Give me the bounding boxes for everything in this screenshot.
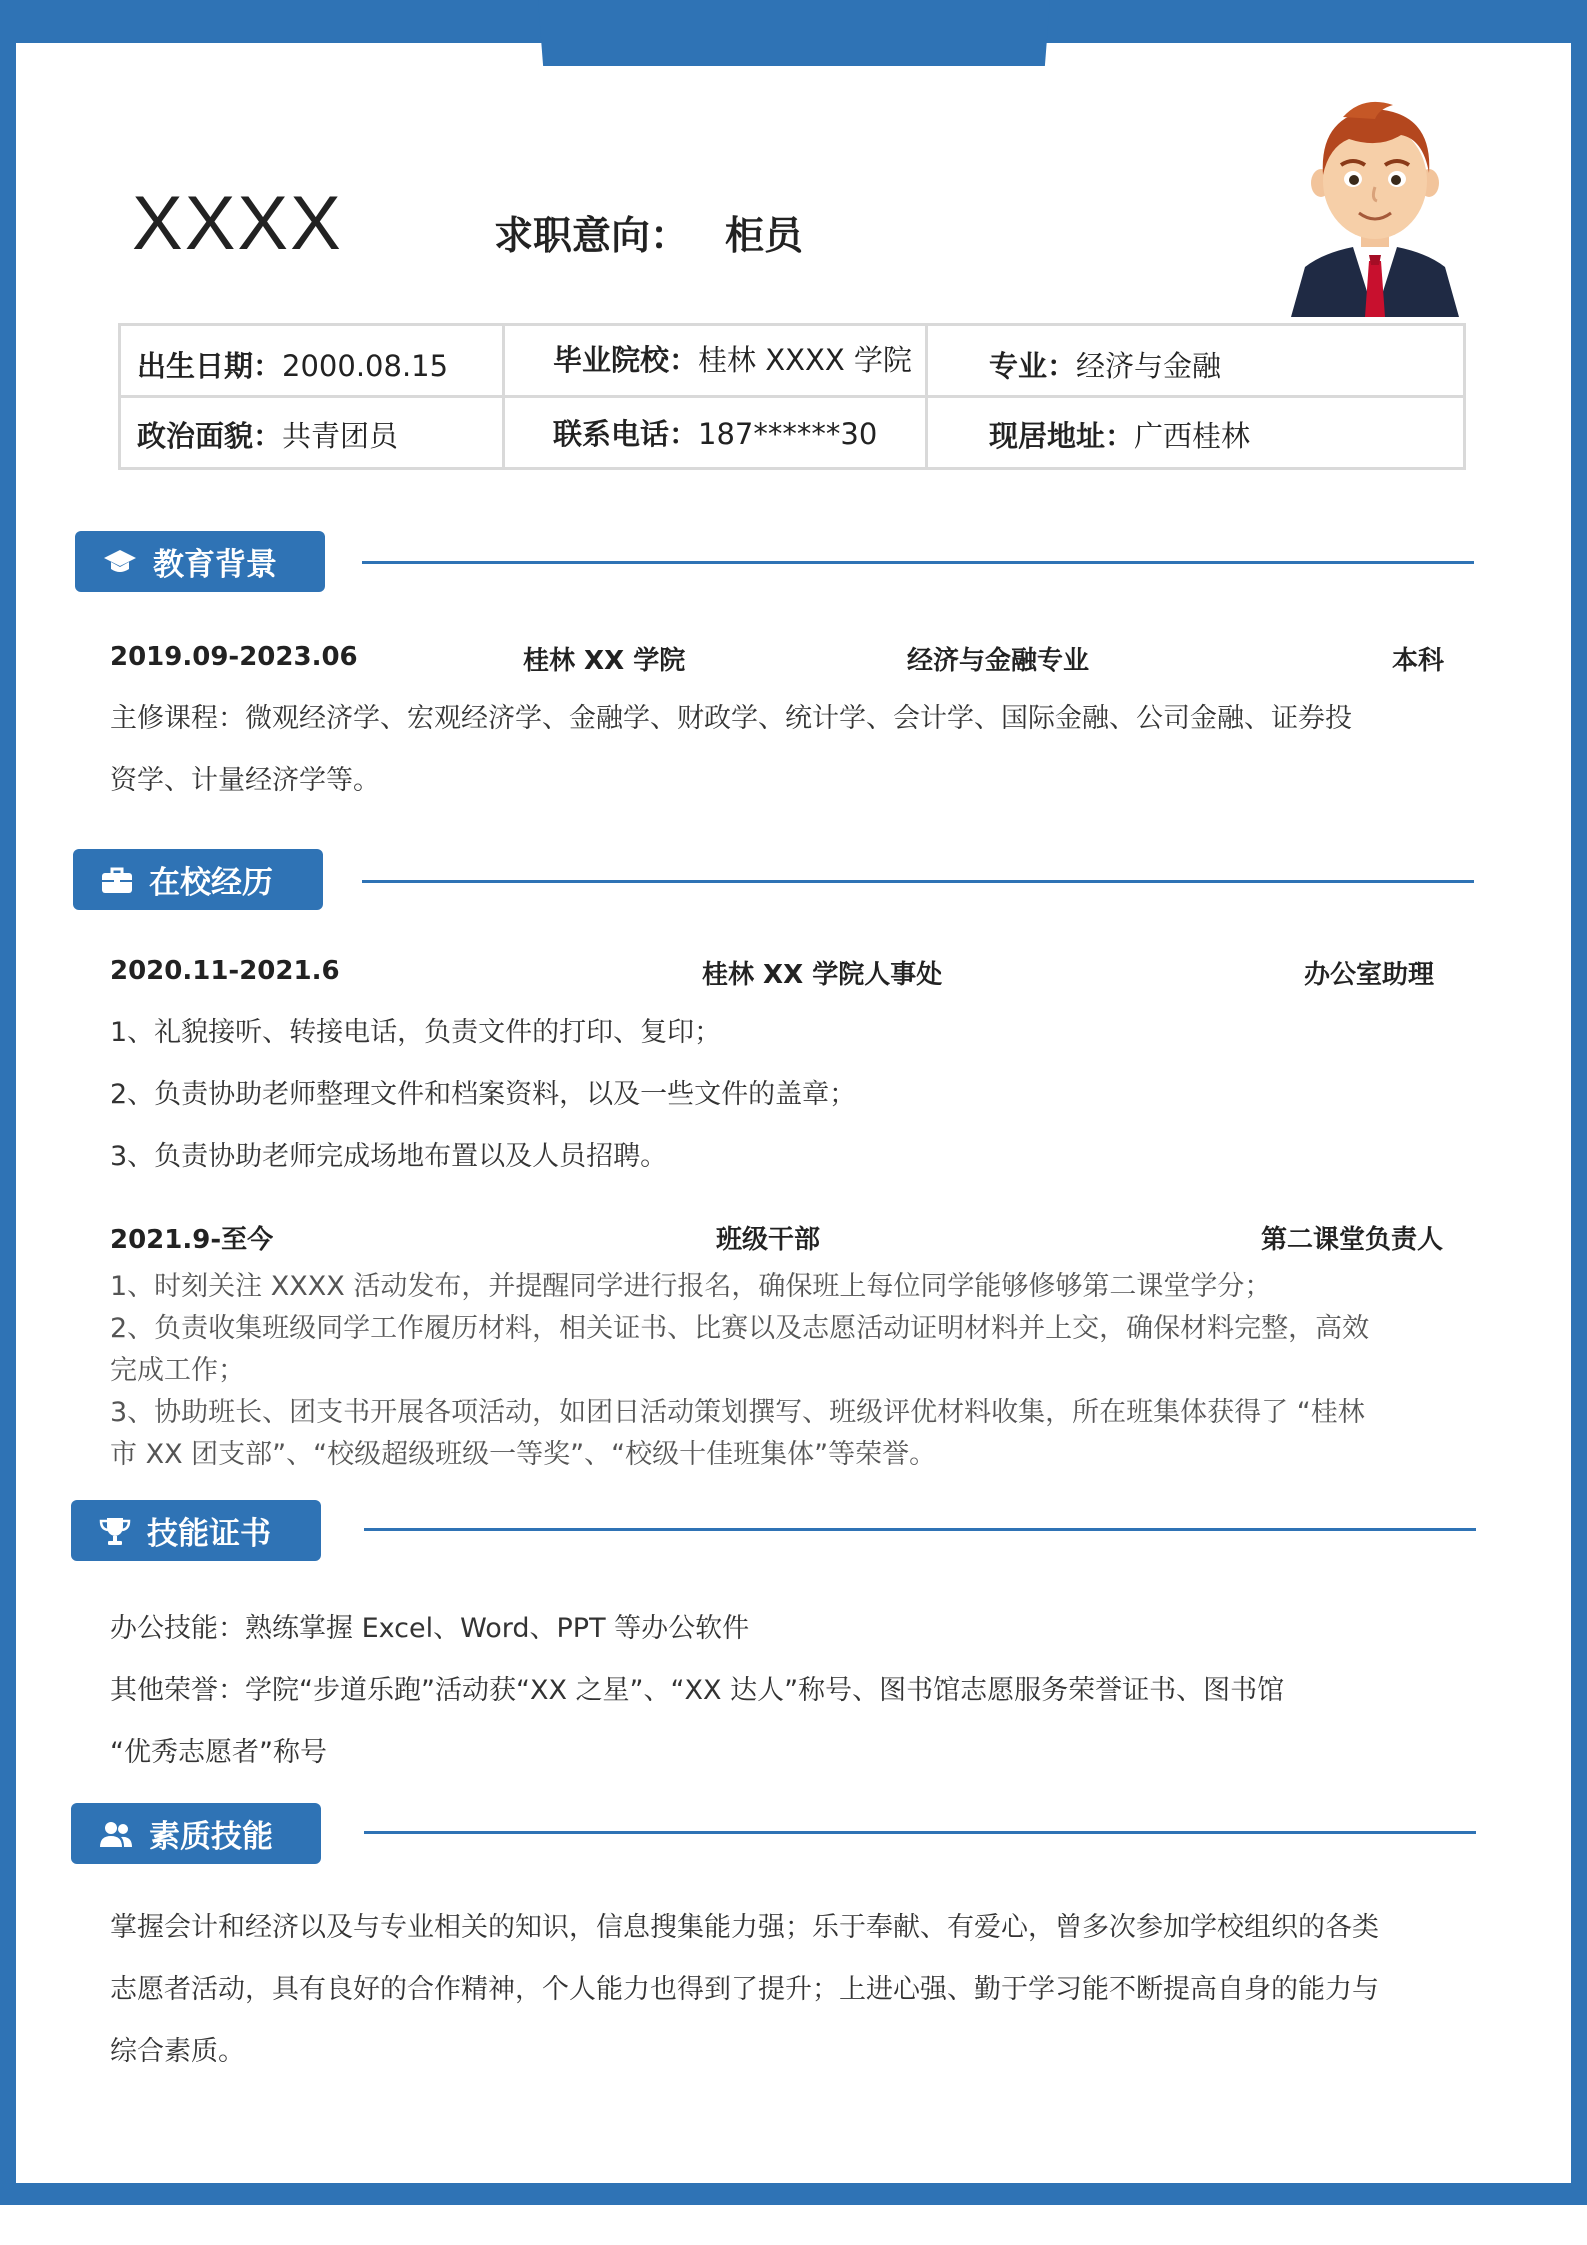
job1-role: 办公室助理 — [1304, 960, 1435, 990]
briefcase-icon — [101, 866, 133, 894]
section-campus-header — [73, 849, 323, 910]
section-education-divider — [362, 561, 1474, 564]
bottom-strip — [0, 2205, 1587, 2245]
job2-period: 2021.9-至今 — [110, 1225, 274, 1255]
office-skills: 办公技能：熟练掌握 Excel、Word、PPT 等办公软件 — [110, 1613, 750, 1644]
job2-description: 1、时刻关注 XXXX 活动发布，并提醒同学进行报名，确保班上每位同学能够修够第二课堂学分； 2、负责收集班级同学工作履历材料，相关证书、比赛以及志愿活动证明材料并上交，确保材料完整，高效 完成工作； 3、协助班长、团支书开展各项活动，如团日活动策划撰写、班级评优材料收集，所在班集体获得了 “桂林 市 XX 团支部”、“校级超级班级一等奖”、“校级十佳班集体”等荣誉。 — [110, 1271, 1370, 1470]
section-education-header — [75, 531, 325, 592]
users-icon — [99, 1820, 133, 1848]
job-intent-value: 柜员 — [725, 214, 804, 259]
graduation-cap-icon — [103, 548, 137, 576]
section-quality-divider — [364, 1831, 1476, 1834]
phone-number: 联系电话：187******30 — [553, 417, 878, 451]
section-skills-title: 技能证书 — [147, 1516, 271, 1552]
section-skills-header — [71, 1500, 321, 1561]
education-major: 经济与金融专业 — [907, 646, 1090, 676]
political-status: 政治面貌：共青团员 — [137, 419, 399, 453]
section-quality-header — [71, 1803, 321, 1864]
job2-role: 第二课堂负责人 — [1261, 1225, 1444, 1255]
personal-info-table — [118, 323, 1466, 470]
section-campus-title: 在校经历 — [149, 865, 273, 901]
trophy-icon — [99, 1516, 131, 1546]
birth-date: 出生日期：2000.08.15 — [137, 349, 449, 383]
job2-org: 班级干部 — [716, 1225, 821, 1255]
major: 专业：经济与金融 — [989, 349, 1222, 383]
other-honors: 其他荣誉：学院“步道乐跑”活动获“XX 之星”、“XX 达人”称号、图书馆志愿服务荣誉证书、图书馆 — [110, 1675, 1285, 1706]
quality-content: 掌握会计和经济以及与专业相关的知识，信息搜集能力强；乐于奉献、有爱心，曾多次参加学校组织的各类 志愿者活动，具有良好的合作精神，个人能力也得到了提升；上进心强、勤于学习能不断提高自身的能力与 综合素质。 — [110, 1912, 1379, 2067]
section-skills-divider — [364, 1528, 1476, 1531]
graduate-school: 毕业院校：桂林 XXXX 学院 — [553, 343, 912, 377]
job-intent — [494, 205, 803, 261]
section-campus-divider — [362, 880, 1474, 883]
avatar — [1283, 95, 1467, 317]
top-tab-decoration — [538, 0, 1050, 66]
section-quality-title: 素质技能 — [149, 1819, 273, 1855]
skills-content: 办公技能：熟练掌握 Excel、Word、PPT 等办公软件 其他荣誉：学院“步道乐跑”活动获“XX 之星”、“XX 达人”称号、图书馆志愿服务荣誉证书、图书馆 “优秀志愿者”称号 — [110, 1598, 1284, 1784]
job-intent-label: 求职意向： — [494, 214, 690, 259]
section-education-title: 教育背景 — [153, 547, 277, 583]
education-courses: 主修课程：微观经济学、宏观经济学、金融学、财政学、统计学、会计学、国际金融、公司金融、证券投 资学、计量经济学等。 — [110, 703, 1352, 796]
job1-period: 2020.11-2021.6 — [110, 956, 340, 986]
job1-items: 1、礼貌接听、转接电话，负责文件的打印、复印； 2、负责协助老师整理文件和档案资料，以及一些文件的盖章； 3、负责协助老师完成场地布置以及人员招聘。 — [110, 1017, 857, 1172]
job1-org: 桂林 XX 学院人事处 — [702, 960, 943, 990]
education-period: 2019.09-2023.06 — [110, 642, 358, 672]
candidate-name: XXXX — [132, 181, 343, 266]
current-address: 现居地址：广西桂林 — [989, 419, 1251, 453]
education-school: 桂林 XX 学院 — [523, 646, 686, 676]
education-degree: 本科 — [1392, 646, 1445, 676]
